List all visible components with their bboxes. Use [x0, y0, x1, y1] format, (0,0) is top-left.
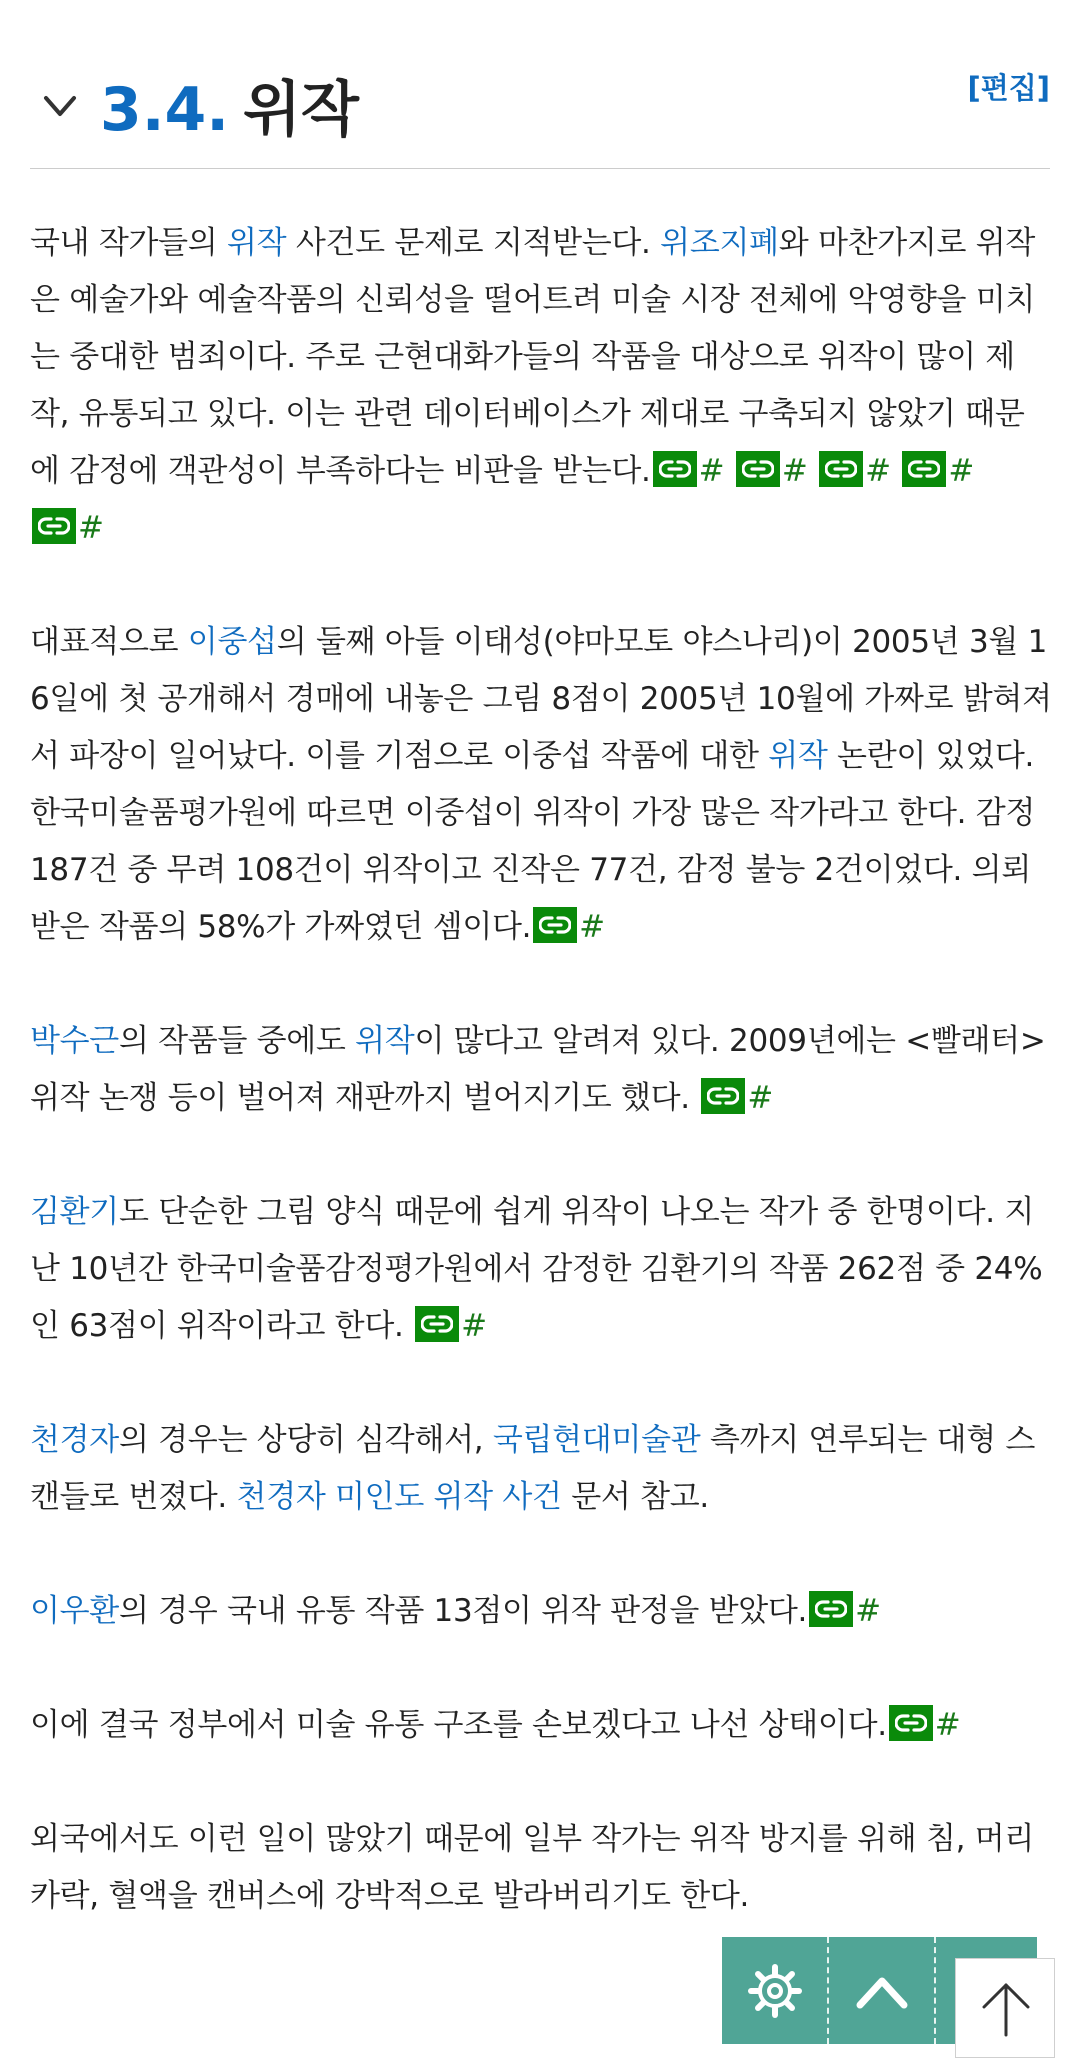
external-link[interactable]: [887, 1707, 961, 1743]
chain-link-icon: [902, 451, 946, 487]
wiki-link[interactable]: 이우환: [30, 1593, 119, 1629]
wiki-link[interactable]: 위조지폐: [660, 225, 779, 261]
chain-link-icon: [533, 907, 577, 943]
arrow-up-icon: [980, 1981, 1032, 2037]
paragraph-text: 문서 참고.: [561, 1479, 709, 1515]
wiki-link[interactable]: 천경자: [30, 1422, 119, 1458]
paragraph-text: 외국에서도 이런 일이 많았기 때문에 일부 작가는 위작 방지를 위해 침, 머리카락, 혈액을 캔버스에 강박적으로 발라버리기도 한다.: [30, 1821, 1035, 1914]
section-title-text: 위작: [243, 75, 360, 145]
section-title: [100, 72, 359, 148]
chain-link-icon: [809, 1591, 853, 1627]
section-header: [30, 58, 1050, 169]
external-link[interactable]: [651, 453, 725, 489]
section-number: 3.4.: [100, 75, 230, 145]
paragraph-text: 이에 결국 정부에서 미술 유통 구조를 손보겠다고 나선 상태이다.: [30, 1707, 887, 1743]
wiki-link[interactable]: 위작: [355, 1023, 415, 1059]
paragraph: [30, 614, 1052, 956]
scroll-top-button[interactable]: [955, 1958, 1055, 2058]
paragraph: [30, 1583, 1052, 1640]
chevron-down-icon[interactable]: [42, 88, 78, 124]
paragraph-text: 와 마찬가지로 위작은 예술가와 예술작품의 신뢰성을 떨어트려 미술 시장 전체에 악영향을 미치는 중대한 범죄이다. 주로 근현대화가들의 작품을 대상으로 위작이 많이 제작, 유통되고 있다. 이는 관련 데이터베이스가 제대로 구축되지 않았기 때문에 감정에 객관성이 부족하다는 비판을 받는다.: [30, 225, 1036, 489]
footnote-symbol: #: [461, 1308, 487, 1344]
footnote-symbol: #: [948, 453, 975, 489]
chain-link-icon: [415, 1306, 459, 1342]
chain-link-icon: [701, 1078, 745, 1114]
wiki-link[interactable]: 천경자 미인도 위작 사건: [236, 1479, 562, 1515]
external-link[interactable]: [900, 453, 974, 489]
wiki-link[interactable]: 이중섭: [187, 624, 277, 660]
settings-button[interactable]: [722, 1937, 829, 2044]
chain-link-icon: [653, 451, 697, 487]
wiki-link[interactable]: 위작: [226, 225, 287, 261]
footnote-symbol: #: [781, 453, 808, 489]
paragraph-text: [891, 453, 901, 489]
footnote-symbol: #: [78, 510, 104, 546]
footnote-symbol: #: [698, 453, 725, 489]
external-link[interactable]: [30, 510, 104, 546]
paragraph: [30, 1013, 1052, 1127]
paragraph: [30, 1697, 1052, 1754]
external-link[interactable]: [734, 453, 808, 489]
footnote-symbol: #: [865, 453, 891, 489]
footnote-symbol: #: [855, 1593, 881, 1629]
paragraph: [30, 1811, 1052, 1925]
paragraph-text: 논란이 있었다. 한국미술품평가원에 따르면 이중섭이 위작이 가장 많은 작가라고 한다. 감정 187건 중 무려 108건이 위작이고 진작은 77건, 감정 불능 2건이었다. 의뢰받은 작품의 58%가 가짜였던 셈이다.: [30, 738, 1036, 945]
paragraph: [30, 1184, 1052, 1355]
external-link[interactable]: [817, 453, 891, 489]
paragraph: [30, 215, 1052, 557]
paragraph-text: [724, 453, 734, 489]
paragraph-text: [808, 453, 818, 489]
wiki-link[interactable]: 국립현대미술관: [492, 1422, 701, 1458]
chain-link-icon: [736, 451, 780, 487]
wiki-link[interactable]: 김환기: [30, 1194, 119, 1230]
paragraph-text: 측까지 연루되는 대형 스캔들로 번졌다.: [30, 1422, 1036, 1515]
chain-link-icon: [819, 451, 863, 487]
paragraph: [30, 1412, 1052, 1526]
collapse-button[interactable]: [829, 1937, 936, 2044]
external-link[interactable]: [531, 909, 605, 945]
chain-link-icon: [889, 1705, 933, 1741]
chain-link-icon: [32, 508, 76, 544]
external-link[interactable]: [807, 1593, 881, 1629]
wiki-link[interactable]: 박수근: [30, 1023, 119, 1059]
gear-icon: [747, 1963, 803, 2019]
paragraph-text: 대표적으로: [30, 624, 188, 660]
wiki-link[interactable]: 위작: [768, 738, 828, 774]
paragraph-text: 의 작품들 중에도: [118, 1023, 356, 1059]
chevron-up-icon: [856, 1973, 908, 2009]
footnote-symbol: #: [934, 1707, 961, 1743]
external-link[interactable]: [699, 1080, 773, 1116]
paragraph-text: 국내 작가들의: [30, 225, 227, 261]
paragraph-text: 의 둘째 아들 이태성(야마모토 야스나리)이 2005년 3월 16일에 첫 공개해서 경매에 내놓은 그림 8점이 2005년 10월에 가짜로 밝혀져서 파장이 일어났다. 이를 기점으로 이중섭 작품에 대한: [30, 624, 1052, 774]
external-link[interactable]: [413, 1308, 487, 1344]
edit-link[interactable]: [편집]: [967, 71, 1050, 105]
paragraph-text: 의 경우는 상당히 심각해서,: [118, 1422, 493, 1458]
footnote-symbol: #: [579, 909, 605, 945]
paragraph-text: 사건도 문제로 지적받는다.: [286, 225, 661, 261]
paragraph-text: 이 많다고 알려져 있다. 2009년에는 <빨래터> 위작 논쟁 등이 벌어져 재판까지 벌어지기도 했다.: [30, 1023, 1046, 1116]
paragraph-text: 의 경우 국내 유통 작품 13점이 위작 판정을 받았다.: [118, 1593, 808, 1629]
paragraph-text: 도 단순한 그림 양식 때문에 쉽게 위작이 나오는 작가 중 한명이다. 지난 10년간 한국미술품감정평가원에서 감정한 김환기의 작품 262점 중 24%인 63점이 위작이라고 한다.: [30, 1194, 1043, 1344]
footnote-symbol: #: [747, 1080, 774, 1116]
article-content: [30, 215, 1052, 1982]
